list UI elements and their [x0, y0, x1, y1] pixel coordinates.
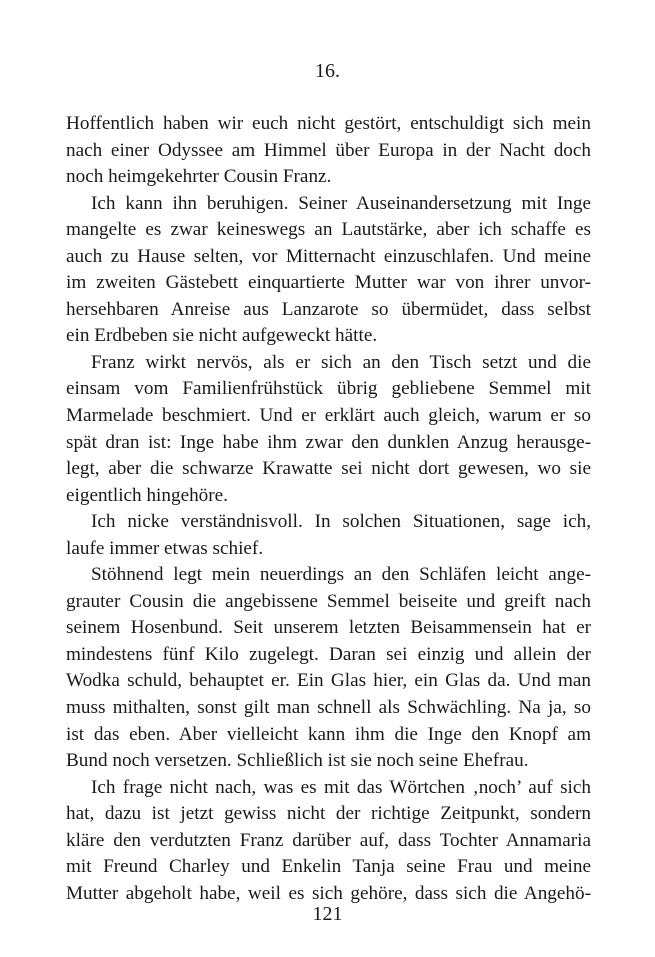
page-number: 121 [312, 903, 343, 925]
text-line: hat, dazu ist jetzt gewiss nicht der richtige Zeitpunkt, sondern [66, 803, 591, 825]
text-line: Stöhnend legt mein neuerdings an den Schläfen leicht ange- [91, 564, 591, 586]
text-line: eigentlich hingehöre. [66, 484, 228, 506]
text-line: noch heimgekehrter Cousin Franz. [66, 166, 332, 188]
text-line: seinem Hosenbund. Seit unserem letzten Beisammensein hat er [66, 617, 591, 639]
text-line: mangelte es zwar keineswegs an Lautstärke, aber ich schaffe es [66, 219, 591, 241]
text-line: mindestens fünf Kilo zugelegt. Daran sei einzig und allein der [66, 643, 591, 665]
text-line: Hoffentlich haben wir euch nicht gestört, entschuldigt sich mein [66, 113, 591, 134]
text-line: Marmelade beschmiert. Und er erklärt auch gleich, warum er so [66, 405, 591, 427]
chapter-number: 16. [315, 60, 340, 82]
text-line: muss mithalten, sonst gilt man schnell als Schwächling. Na ja, so [66, 697, 591, 719]
text-line: laufe immer etwas schief. [66, 537, 264, 559]
page-body [66, 111, 591, 907]
text-line: spät dran ist: Inge habe ihm zwar den dunklen Anzug herausge- [66, 431, 591, 453]
text-line: mit Freund Charley und Enkelin Tanja seine Frau und meine [66, 856, 591, 878]
text-line: Ich kann ihn beruhigen. Seiner Auseinandersetzung mit Inge [91, 192, 591, 214]
text-line: im zweiten Gästebett einquartierte Mutter war von ihrer unvor- [66, 272, 591, 294]
text-line: Ich frage nicht nach, was es mit das Wörtchen ‚noch’ auf sich [91, 776, 591, 798]
text-line: auch zu Hause selten, vor Mitternacht einzuschlafen. Und meine [66, 245, 591, 267]
text-line: nach einer Odyssee am Himmel über Europa in der Nacht doch [66, 139, 591, 161]
text-line: einsam vom Familienfrühstück übrig gebliebene Semmel mit [66, 378, 591, 400]
text-line: kläre den verdutzten Franz darüber auf, dass Tochter Annamaria [66, 829, 591, 851]
text-line: Ich nicke verständnisvoll. In solchen Situationen, sage ich, [91, 511, 591, 533]
text-line: Bund noch versetzen. Schließlich ist sie noch seine Ehefrau. [66, 750, 529, 772]
text-line: ist das eben. Aber vielleicht kann ihm die Inge den Knopf am [66, 723, 591, 745]
text-line: Franz wirkt nervös, als er sich an den Tisch setzt und die [91, 351, 591, 373]
text-line: hersehbaren Anreise aus Lanzarote so übermüdet, dass selbst [66, 298, 591, 320]
text-line: ein Erdbeben sie nicht aufgeweckt hätte. [66, 325, 378, 347]
text-line: legt, aber die schwarze Krawatte sei nicht dort gewesen, wo sie [66, 458, 591, 480]
text-line: Wodka schuld, behauptet er. Ein Glas hier, ein Glas da. Und man [66, 670, 591, 692]
text-line: Mutter abgeholt habe, weil es sich gehöre, dass sich die Angehö- [66, 882, 591, 904]
text-line: grauter Cousin die angebissene Semmel beiseite und greift nach [66, 590, 591, 612]
